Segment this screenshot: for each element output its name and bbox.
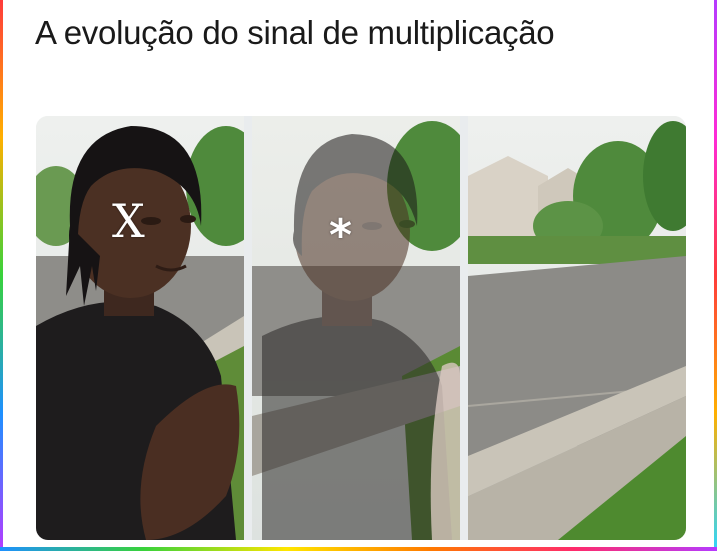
frame-border-bottom: [0, 547, 717, 551]
meme-image: [36, 116, 686, 540]
meme-panel-1: [36, 116, 244, 540]
multiplication-x-symbol: X: [112, 194, 145, 248]
panel-3-illustration: [468, 116, 686, 540]
panel-1-illustration: [36, 116, 244, 540]
meme-panel-2: [252, 116, 460, 540]
multiplication-asterisk-symbol: *: [329, 210, 353, 261]
meme-caption: A evolução do sinal de multiplicação: [35, 14, 555, 51]
meme-panel-3: [468, 116, 686, 540]
panel-2-illustration: [252, 116, 460, 540]
frame-border-left: [0, 0, 3, 551]
